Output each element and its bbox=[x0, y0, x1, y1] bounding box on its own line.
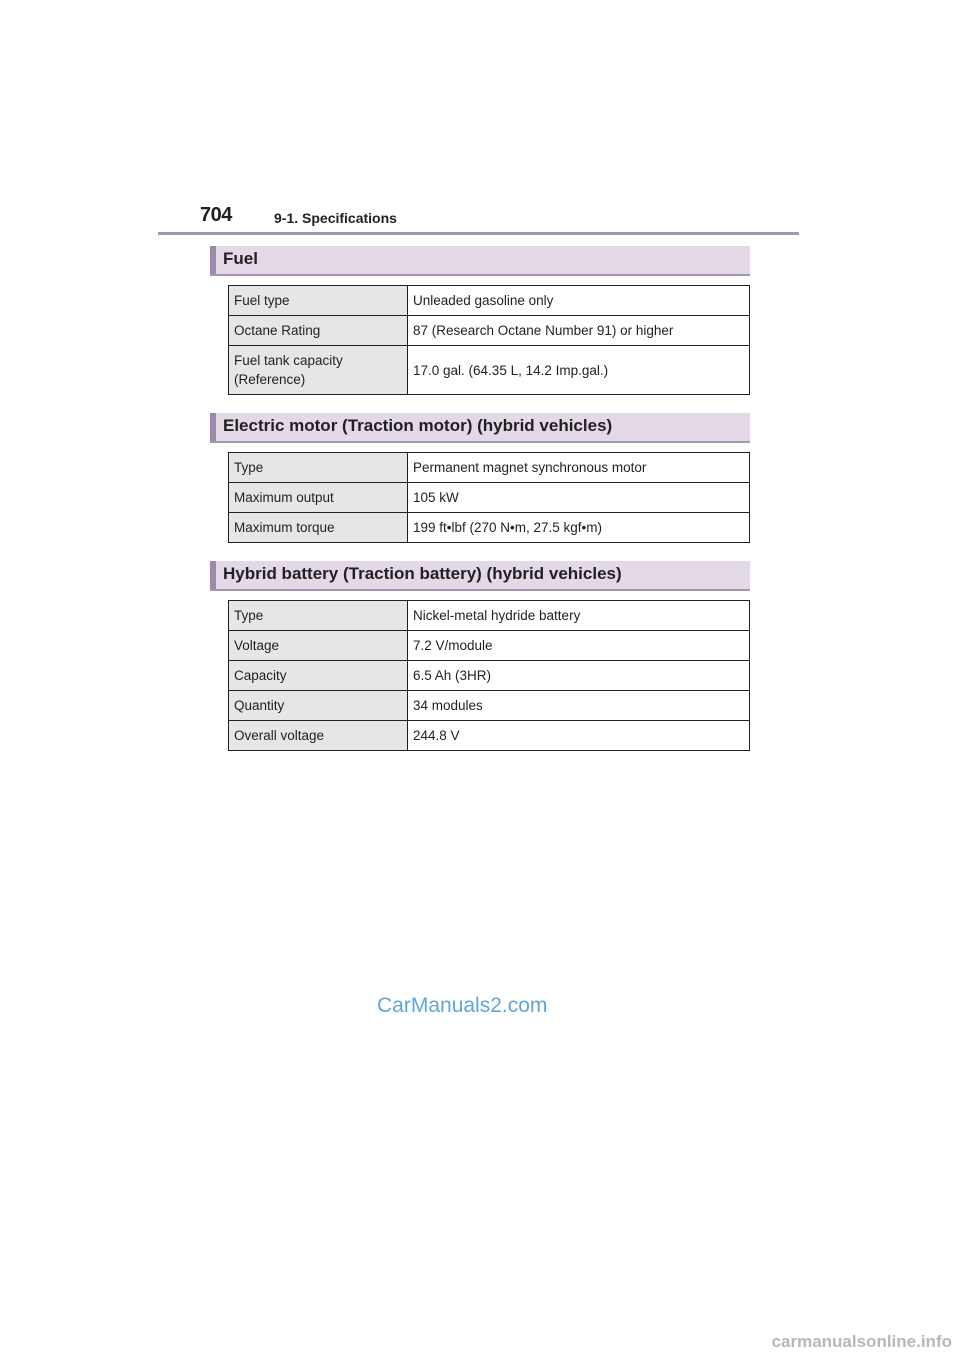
spec-label: Capacity bbox=[229, 661, 408, 691]
spec-label: Type bbox=[229, 601, 408, 631]
spec-value: Permanent magnet synchronous motor bbox=[408, 453, 750, 483]
section-title-hybrid-battery-text: Hybrid battery (Traction battery) (hybrid vehicles) bbox=[223, 564, 622, 583]
section-title-fuel-text: Fuel bbox=[223, 249, 258, 268]
table-row bbox=[229, 453, 750, 483]
section-title-fuel bbox=[210, 246, 750, 276]
page-number: 704 bbox=[200, 204, 232, 226]
spec-value: 199 ft•lbf (270 N•m, 27.5 kgf•m) bbox=[408, 513, 750, 543]
table-row bbox=[229, 721, 750, 751]
section-title-electric-motor bbox=[210, 413, 750, 443]
motor-spec-table bbox=[228, 452, 750, 543]
table-row bbox=[229, 513, 750, 543]
spec-value: 87 (Research Octane Number 91) or higher bbox=[408, 316, 750, 346]
spec-value: 34 modules bbox=[408, 691, 750, 721]
spec-label bbox=[229, 346, 408, 395]
page-header bbox=[158, 200, 799, 236]
spec-value: 17.0 gal. (64.35 L, 14.2 Imp.gal.) bbox=[408, 346, 750, 395]
spec-label: Type bbox=[229, 453, 408, 483]
spec-label: Overall voltage bbox=[229, 721, 408, 751]
spec-value: Nickel-metal hydride battery bbox=[408, 601, 750, 631]
section-title-electric-motor-text: Electric motor (Traction motor) (hybrid vehicles) bbox=[223, 416, 613, 435]
battery-spec-table bbox=[228, 600, 750, 751]
spec-label: Maximum output bbox=[229, 483, 408, 513]
spec-value: 7.2 V/module bbox=[408, 631, 750, 661]
spec-label: Voltage bbox=[229, 631, 408, 661]
spec-value: 244.8 V bbox=[408, 721, 750, 751]
table-row bbox=[229, 631, 750, 661]
footer-watermark: carmanualsonline.info bbox=[771, 1332, 952, 1351]
table-row bbox=[229, 691, 750, 721]
spec-label-line: Fuel tank capacity bbox=[234, 353, 343, 368]
spec-label: Fuel type bbox=[229, 286, 408, 316]
spec-value: 6.5 Ah (3HR) bbox=[408, 661, 750, 691]
table-row bbox=[229, 346, 750, 395]
section-reference: 9-1. Specifications bbox=[274, 210, 397, 226]
spec-value: 105 kW bbox=[408, 483, 750, 513]
fuel-spec-table bbox=[228, 285, 750, 395]
spec-label-line: (Reference) bbox=[234, 372, 306, 387]
section-title-hybrid-battery bbox=[210, 561, 750, 591]
spec-label: Quantity bbox=[229, 691, 408, 721]
spec-label: Maximum torque bbox=[229, 513, 408, 543]
spec-label: Octane Rating bbox=[229, 316, 408, 346]
table-row bbox=[229, 661, 750, 691]
table-row bbox=[229, 483, 750, 513]
table-row bbox=[229, 316, 750, 346]
table-row bbox=[229, 286, 750, 316]
watermark-link[interactable]: CarManuals2.com bbox=[377, 994, 548, 1017]
header-rule bbox=[158, 232, 799, 235]
table-row bbox=[229, 601, 750, 631]
spec-value: Unleaded gasoline only bbox=[408, 286, 750, 316]
